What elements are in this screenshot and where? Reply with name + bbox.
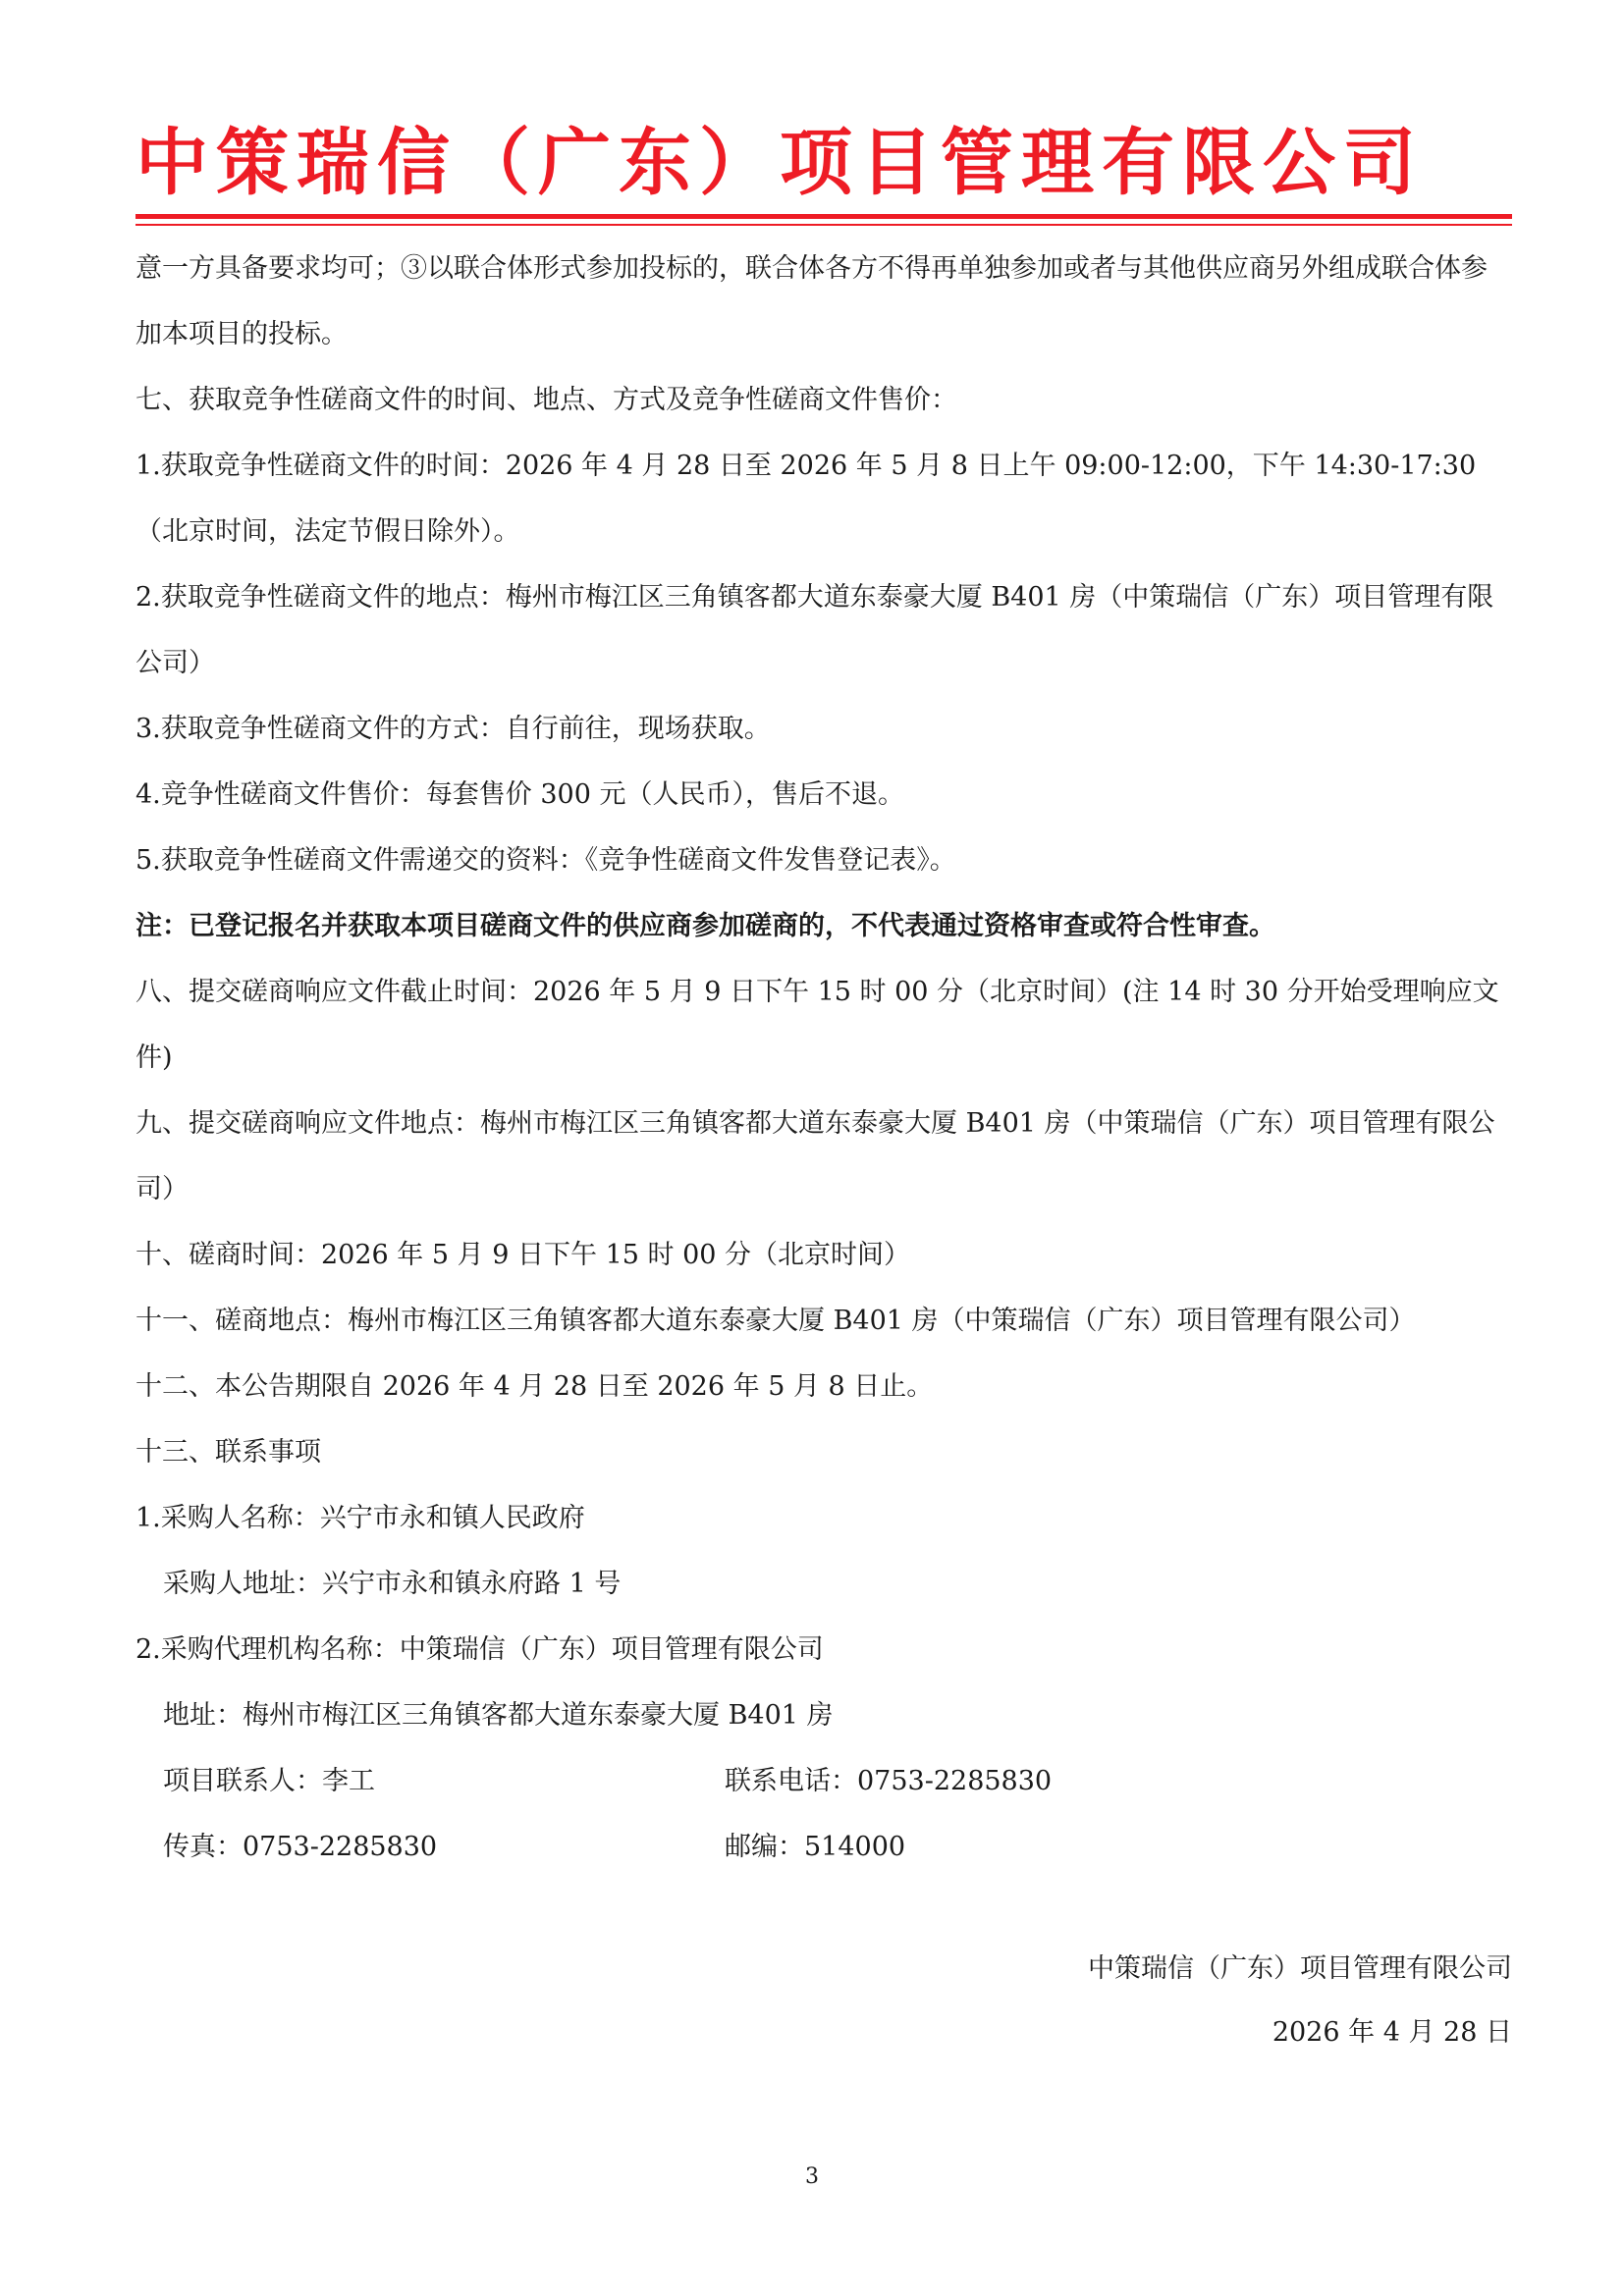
company-letterhead-title: 中策瑞信（广东）项目管理有限公司 [135,121,1424,205]
section-8-deadline: 八、提交磋商响应文件截止时间：2026 年 5 月 9 日下午 15 时 00 分（北京时间）(注 14 时 30 分开始受理响应文件) [135,977,1499,1073]
note-paragraph: 注：已登记报名并获取本项目磋商文件的供应商参加磋商的，不代表通过资格审查或符合性审查。 [135,911,1275,941]
section-12-period: 十二、本公告期限自 2026 年 4 月 28 日至 2026 年 5 月 8 日止。 [135,1371,934,1402]
letterhead-divider-thin [135,224,1512,226]
contact-person: 项目联系人：李工 [163,1766,375,1796]
section-13-title: 十三、联系事项 [135,1437,321,1468]
purchaser-address: 采购人地址：兴宁市永和镇永府路 1 号 [163,1569,622,1599]
section-9-location: 九、提交磋商响应文件地点：梅州市梅江区三角镇客都大道东泰豪大厦 B401 房（中策瑞信（广东）项目管理有限公司） [135,1108,1495,1204]
page-number: 3 [805,2164,819,2189]
section-7-title: 七、获取竞争性磋商文件的时间、地点、方式及竞争性磋商文件售价： [135,385,957,415]
section-7-item-4: 4.竞争性磋商文件售价：每套售价 300 元（人民币），售后不退。 [135,779,904,810]
document-body [135,236,1512,1880]
letterhead-divider-thick [135,214,1512,219]
section-7-item-5: 5.获取竞争性磋商文件需递交的资料：《竞争性磋商文件发售登记表》。 [135,845,956,876]
postcode: 邮编：514000 [725,1832,906,1862]
agency-address: 地址：梅州市梅江区三角镇客都大道东泰豪大厦 B401 房 [163,1700,834,1731]
section-7-item-2: 2.获取竞争性磋商文件的地点：梅州市梅江区三角镇客都大道东泰豪大厦 B401 房（中策瑞信（广东）项目管理有限公司） [135,582,1494,678]
section-10-time: 十、磋商时间：2026 年 5 月 9 日下午 15 时 00 分（北京时间） [135,1240,911,1270]
contact-row [135,1748,1512,1814]
signature-company: 中策瑞信（广东）项目管理有限公司 [1088,1953,1512,1984]
fax-number: 传真：0753-2285830 [163,1832,438,1862]
fax-postcode-row [135,1814,1512,1880]
section-7-item-3: 3.获取竞争性磋商文件的方式：自行前往，现场获取。 [135,714,771,744]
section-7-item-1: 1.获取竞争性磋商文件的时间：2026 年 4 月 28 日至 2026 年 5 月 8 日上午 09:00-12:00，下午 14:30-17:30（北京时间，法定节假日除外）。 [135,451,1477,547]
contact-phone: 联系电话：0753-2285830 [725,1766,1053,1796]
paragraph-consortium-continued: 意一方具备要求均可；③以联合体形式参加投标的，联合体各方不得再单独参加或者与其他供应商另外组成联合体参加本项目的投标。 [135,253,1488,349]
section-11-location: 十一、磋商地点：梅州市梅江区三角镇客都大道东泰豪大厦 B401 房（中策瑞信（广东）项目管理有限公司） [135,1306,1416,1336]
signature-date: 2026 年 4 月 28 日 [1272,2017,1512,2048]
purchaser-name: 1.采购人名称：兴宁市永和镇人民政府 [135,1503,585,1533]
agency-name: 2.采购代理机构名称：中策瑞信（广东）项目管理有限公司 [135,1634,824,1665]
